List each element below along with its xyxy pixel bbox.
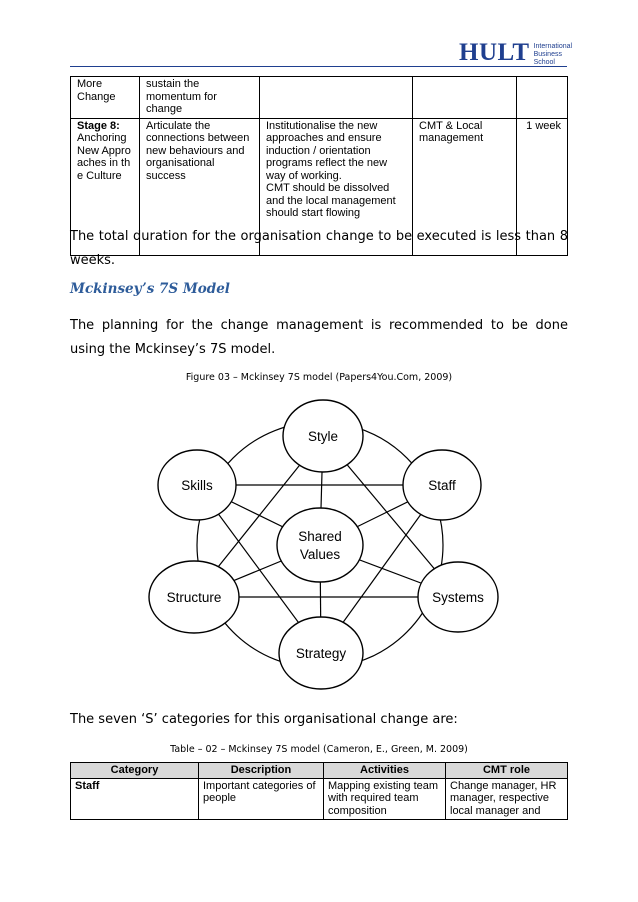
description-cell: Important categories of people bbox=[199, 778, 324, 820]
header-divider bbox=[70, 66, 567, 67]
category-cell: Staff bbox=[71, 778, 199, 820]
owner-cell bbox=[413, 77, 517, 119]
logo-sub-line: Business bbox=[533, 51, 562, 58]
table-header-row bbox=[71, 763, 568, 779]
table-caption: Table – 02 – Mckinsey 7S model (Cameron, E., Green, M. 2009) bbox=[170, 744, 468, 755]
activities-cell: Mapping existing team with required team composition bbox=[324, 778, 446, 820]
table-row bbox=[71, 778, 568, 820]
node-label-systems: Systems bbox=[432, 590, 484, 605]
logo-sub-line: School bbox=[533, 59, 555, 66]
node-label-style: Style bbox=[307, 429, 339, 444]
duration-cell bbox=[517, 77, 568, 119]
outcome-cell bbox=[260, 77, 413, 119]
node-label-skills: Skills bbox=[181, 478, 213, 493]
stage-cell: More Change bbox=[71, 77, 140, 119]
column-header: Activities bbox=[324, 763, 446, 779]
node-shared-values bbox=[277, 508, 363, 582]
column-header: Description bbox=[199, 763, 324, 779]
cmt-role-cell: Change manager, HR manager, respective local manager and bbox=[446, 778, 568, 820]
seven-s-table bbox=[70, 762, 568, 820]
column-header: Category bbox=[71, 763, 199, 779]
stage-title: Anchoring New Approaches in the Culture bbox=[77, 132, 131, 182]
duration-paragraph: The total duration for the organisation change to be executed is less than 8 weeks. bbox=[70, 229, 568, 268]
seven-s-paragraph: The seven ‘S’ categories for this organisational change are: bbox=[70, 712, 458, 727]
activity-cell: Articulate the connections between new behaviours and organisational success bbox=[140, 118, 260, 255]
node-label-staff: Staff bbox=[428, 478, 456, 493]
section-heading: Mckinsey’s 7S Model bbox=[70, 281, 230, 297]
stage-number: Stage 8: bbox=[77, 119, 120, 132]
activity-cell: sustain the momentum for change bbox=[140, 77, 260, 119]
hult-logo bbox=[459, 40, 572, 67]
logo-subtitle bbox=[534, 43, 573, 67]
owner-cell: CMT & Local management bbox=[413, 118, 517, 255]
duration-cell: 1 week bbox=[517, 118, 568, 255]
node-label-shared-values: Shared bbox=[298, 529, 342, 544]
mckinsey-7s-diagram bbox=[140, 395, 500, 695]
table-row bbox=[71, 77, 568, 119]
node-label-shared-values: Values bbox=[299, 547, 341, 562]
node-label-strategy: Strategy bbox=[295, 646, 347, 661]
outcome-line: Institutionalise the new approaches and ensure induction / orientation programs reflect the new way of working. bbox=[266, 119, 388, 182]
node-label-structure: Structure bbox=[166, 590, 222, 605]
logo-sub-line: International bbox=[533, 43, 573, 50]
logo-wordmark: HULT bbox=[459, 39, 530, 66]
planning-paragraph: The planning for the change management is recommended to be done using the Mckinsey’s 7S model. bbox=[70, 318, 568, 357]
outcome-line: CMT should be dissolved and the local management should start flowing bbox=[266, 182, 396, 219]
figure-caption: Figure 03 – Mckinsey 7S model (Papers4You.Com, 2009) bbox=[185, 372, 453, 383]
column-header: CMT role bbox=[446, 763, 568, 779]
